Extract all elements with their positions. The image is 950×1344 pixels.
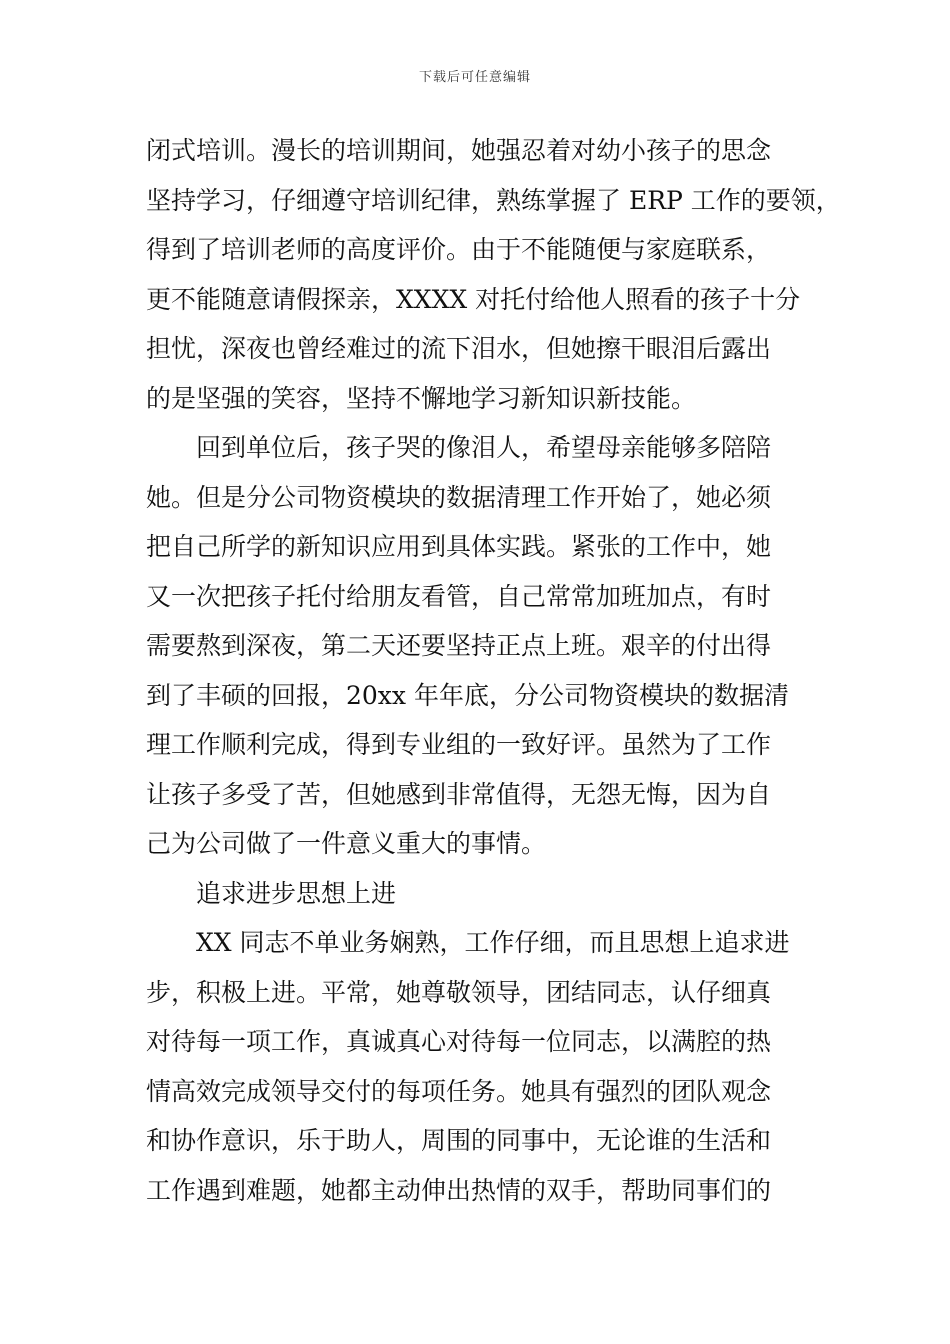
text-line: 的是坚强的笑容，坚持不懈地学习新知识新技能。 — [146, 383, 697, 413]
paragraph-start-line: XX 同志不单业务娴熟，工作仔细，而且思想上追求进 — [196, 928, 790, 957]
text-line: 又一次把孩子托付给朋友看管，自己常常加班加点，有时 — [146, 581, 772, 611]
section-heading: 追求进步思想上进 — [196, 878, 397, 908]
text-line: 更不能随意请假探亲，XXXX 对托付给他人照看的孩子十分 — [146, 284, 801, 314]
text-line: 到了丰硕的回报，20xx 年年底，分公司物资模块的数据清 — [146, 680, 789, 710]
page-header-note: 下载后可任意编辑 — [418, 70, 531, 85]
text-line: 工作遇到难题，她都主动伸出热情的双手，帮助同事们的 — [146, 1175, 772, 1205]
text-line: 和协作意识，乐于助人，周围的同事中，无论谁的生活和 — [146, 1126, 772, 1155]
text-line: 情高效完成领导交付的每项任务。她具有强烈的团队观念 — [146, 1076, 772, 1106]
text-line: 需要熬到深夜，第二天还要坚持正点上班。艰辛的付出得 — [146, 631, 772, 660]
text-line: 己为公司做了一件意义重大的事情。 — [146, 829, 547, 858]
document-body — [146, 126, 841, 1215]
text-line: 闭式培训。漫长的培训期间，她强忍着对幼小孩子的思念 — [146, 136, 772, 165]
paragraph-start-line: 回到单位后，孩子哭的像泪人，希望母亲能够多陪陪 — [196, 433, 772, 462]
text-line: 她。但是分公司物资模块的数据清理工作开始了，她必须 — [146, 482, 772, 512]
text-line: 理工作顺利完成，得到专业组的一致好评。虽然为了工作 — [146, 730, 772, 759]
text-line: 坚持学习，仔细遵守培训纪律，熟练掌握了 ERP 工作的要领， — [146, 185, 841, 215]
text-line: 把自己所学的新知识应用到具体实践。紧张的工作中，她 — [146, 532, 772, 561]
text-line: 担忧，深夜也曾经难过的流下泪水，但她擦干眼泪后露出 — [146, 334, 772, 363]
text-line: 对待每一项工作，真诚真心对待每一位同志，以满腔的热 — [146, 1027, 772, 1056]
text-line: 得到了培训老师的高度评价。由于不能随便与家庭联系， — [146, 235, 772, 264]
text-line: 让孩子多受了苦，但她感到非常值得，无怨无悔，因为自 — [146, 779, 772, 809]
text-line: 步，积极上进。平常，她尊敬领导，团结同志，认仔细真 — [146, 977, 772, 1007]
